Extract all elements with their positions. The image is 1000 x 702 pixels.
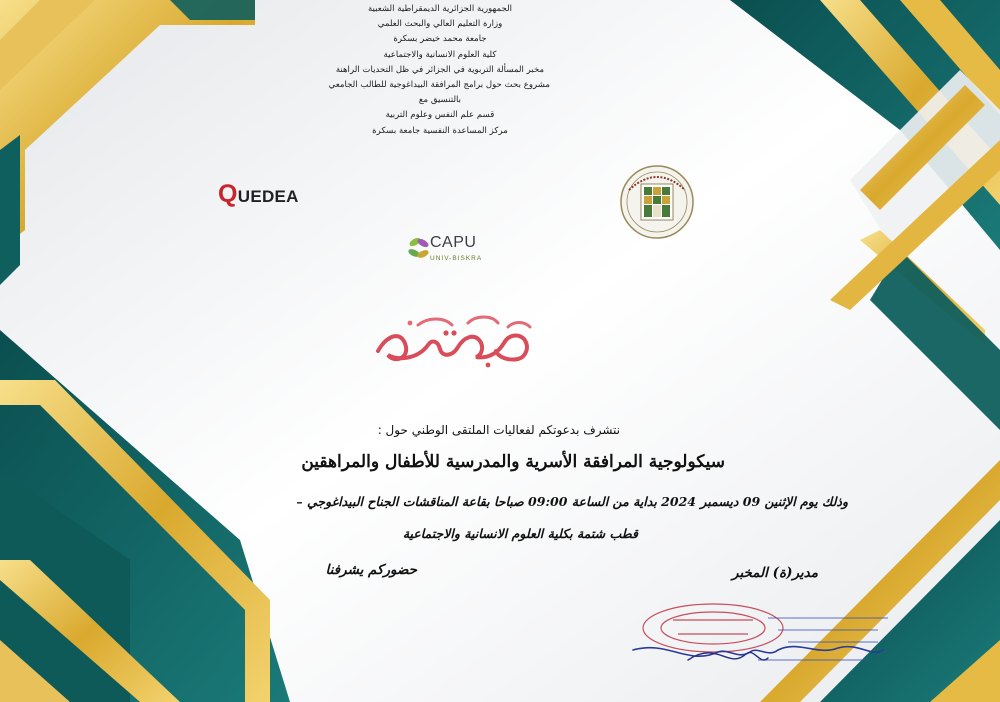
header-line: بالتنسيق مع (418, 95, 462, 106)
header-block (330, 2, 550, 139)
header-line: كلية العلوم الانسانية والاجتماعية (383, 49, 497, 60)
header-line: مركز المساعدة النفسية جامعة بسكرة (372, 125, 508, 136)
event-place: قطب شتمة بكلية العلوم الانسانية والاجتماعية (402, 526, 638, 541)
header-line: جامعة محمد خيضر بسكرة (393, 34, 487, 45)
header-line: الجمهورية الجزائرية الديمقراطية الشعبية (367, 4, 513, 14)
header-line: مشروع بحث حول برامج المرافقة البيداغوجية للطالب الجامعي (328, 80, 550, 91)
quedea-logo (218, 180, 299, 209)
capu-logo (408, 232, 518, 268)
director-title: مدير(ة) المخبر (732, 565, 818, 581)
capu-logo-name: CAPU (430, 234, 477, 251)
header-line: قسم علم النفس وعلوم التربية (385, 110, 495, 121)
lab-stamp-signature (628, 600, 898, 680)
header-line: وزارة التعليم العالي والبحث العلمي (377, 19, 503, 30)
presence-note: حضوركم يشرفنا (325, 562, 417, 578)
university-seal-icon (617, 160, 697, 248)
header-line: مخبر المسألة التربوية في الجزائر في ظل التحديات الراهنة (335, 64, 545, 75)
invitation-calligraphy (358, 303, 558, 373)
quedea-logo-text: UEDEA (237, 187, 299, 206)
capu-leaf-icon (408, 235, 430, 265)
quedea-logo-q: Q (218, 180, 238, 208)
event-topic: سيكولوجية المرافقة الأسرية والمدرسية للأطفال والمراهقين (301, 452, 725, 472)
invitation-intro: نتشرف بدعوتكم لفعاليات الملتقى الوطني حول : (377, 423, 620, 437)
capu-logo-sub: UNIV-BISKRA (430, 255, 483, 262)
event-datetime: وذلك يوم الإثنين 09 ديسمبر 2024 بداية من الساعة 09:00 صباحا بقاعة المناقشات الجناح البيداغوجي – (296, 494, 848, 509)
